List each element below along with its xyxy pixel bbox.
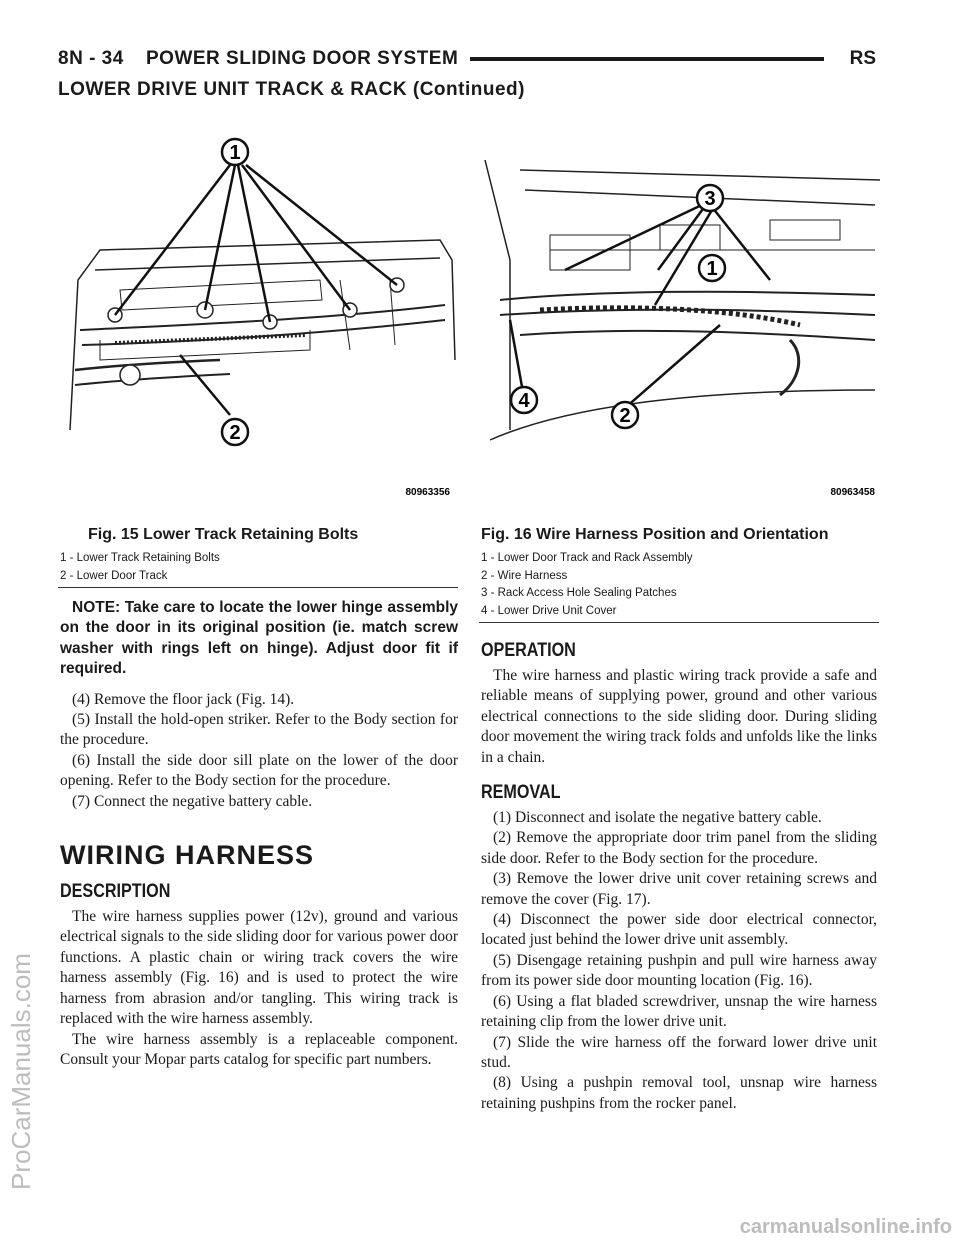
legend-item: 2 - Wire Harness [481,569,568,582]
removal-step-8: (8) Using a pushpin removal tool, unsnap wire harness retaining pushpins from the rocker panel. [481,1074,877,1112]
figure-16-legend [481,550,693,620]
removal-step-5: (5) Disengage retaining pushpin and pull wire harness away from its power side door mounting location (Fig. 16). [481,951,877,990]
removal-step-6: (6) Using a flat bladed screwdriver, unsnap the wire harness retaining clip from the lower drive unit. [481,992,877,1031]
figure-15-legend [60,550,220,585]
figure-16-caption: Fig. 16 Wire Harness Position and Orientation [481,526,829,543]
operation-text: The wire harness and plastic wiring track provide a safe and reliable means of supplying power, ground and other various electrical connections to the side sliding door. During sliding door movement the wiring track folds and unfolds like the links in a chain. [481,667,877,766]
figure-16-divider [479,622,879,623]
gear [120,365,140,385]
legend-item: 1 - Lower Door Track and Rack Assembly [481,552,693,564]
callout-1: 1 [229,142,241,164]
description-paragraph: The wire harness supplies power (12v), ground and various electrical signals to the side sliding door for various power door functions. A plastic chain or wiring track covers the wire harness assembly (Fig. 16) and is used to protect the wire harness from abrasion and/or tangling. This wiring track is replaced with the wire harness assembly. [60,908,458,1028]
callout-1: 1 [706,258,718,280]
callout-2: 2 [619,405,631,427]
side-watermark: ProCarManuals.com [6,953,36,1190]
legend-item: 2 - Lower Door Track [60,569,168,582]
section-heading: WIRING HARNESS [60,840,315,871]
left-column [60,598,458,1070]
step-7: (7) Connect the negative battery cable. [72,792,313,810]
step-6: (6) Install the side door sill plate on the lower of the door opening. Refer to the Body section for the procedure. [60,751,458,790]
section-title: POWER SLIDING DOOR SYSTEM [146,48,459,69]
figure-15-drawing [60,130,460,505]
page-number: 8N - 34 [58,48,124,69]
figure-15-caption: Fig. 15 Lower Track Retaining Bolts [88,526,359,543]
step-4: (4) Remove the floor jack (Fig. 14). [72,690,295,708]
removal-step-7: (7) Slide the wire harness off the forward lower drive unit stud. [481,1033,877,1071]
page-header [58,48,876,76]
callout-2: 2 [229,422,241,444]
description-heading: DESCRIPTION [60,881,171,903]
page-subtitle: LOWER DRIVE UNIT TRACK & RACK (Continued) [58,79,525,100]
step-5: (5) Install the hold-open striker. Refer to the Body section for the procedure. [60,711,458,749]
removal-step-4: (4) Disconnect the power side door electrical connector, located just behind the lower drive unit assembly. [481,911,877,949]
figure-15-illustration [60,130,460,505]
callout-3: 3 [704,188,716,210]
removal-heading: REMOVAL [481,782,561,804]
note-text: NOTE: Take care to locate the lower hinge assembly on the door in its original position (ie. match screw washer with rings left on hinge). Adjust door fit if required. [60,599,458,678]
legend-item: 1 - Lower Track Retaining Bolts [60,552,220,564]
operation-heading: OPERATION [481,640,576,661]
removal-step-1: (1) Disconnect and isolate the negative battery cable. [493,809,822,827]
figure-16-illustration [480,140,880,505]
removal-step-2: (2) Remove the appropriate door trim panel from the sliding side door. Refer to the Body section for the procedure. [481,829,877,867]
image-code: 80963458 [830,487,875,498]
description-paragraph: The wire harness assembly is a replaceable component. Consult your Mopar parts catalog for specific part numbers. [60,1030,458,1068]
right-column [481,640,877,1114]
header-rule [470,57,824,61]
door-edge [485,160,510,430]
callout-4: 4 [518,390,530,412]
figure-15-divider [58,587,458,588]
model-code: RS [849,48,876,69]
legend-item: 4 - Lower Drive Unit Cover [481,604,617,617]
image-code: 80963356 [405,487,450,498]
figure-16-drawing [480,140,880,505]
removal-step-3: (3) Remove the lower drive unit cover retaining screws and remove the cover (Fig. 17). [481,870,877,908]
footer-watermark: carmanualsonline.info [739,1216,952,1238]
legend-item: 3 - Rack Access Hole Sealing Patches [481,587,677,599]
